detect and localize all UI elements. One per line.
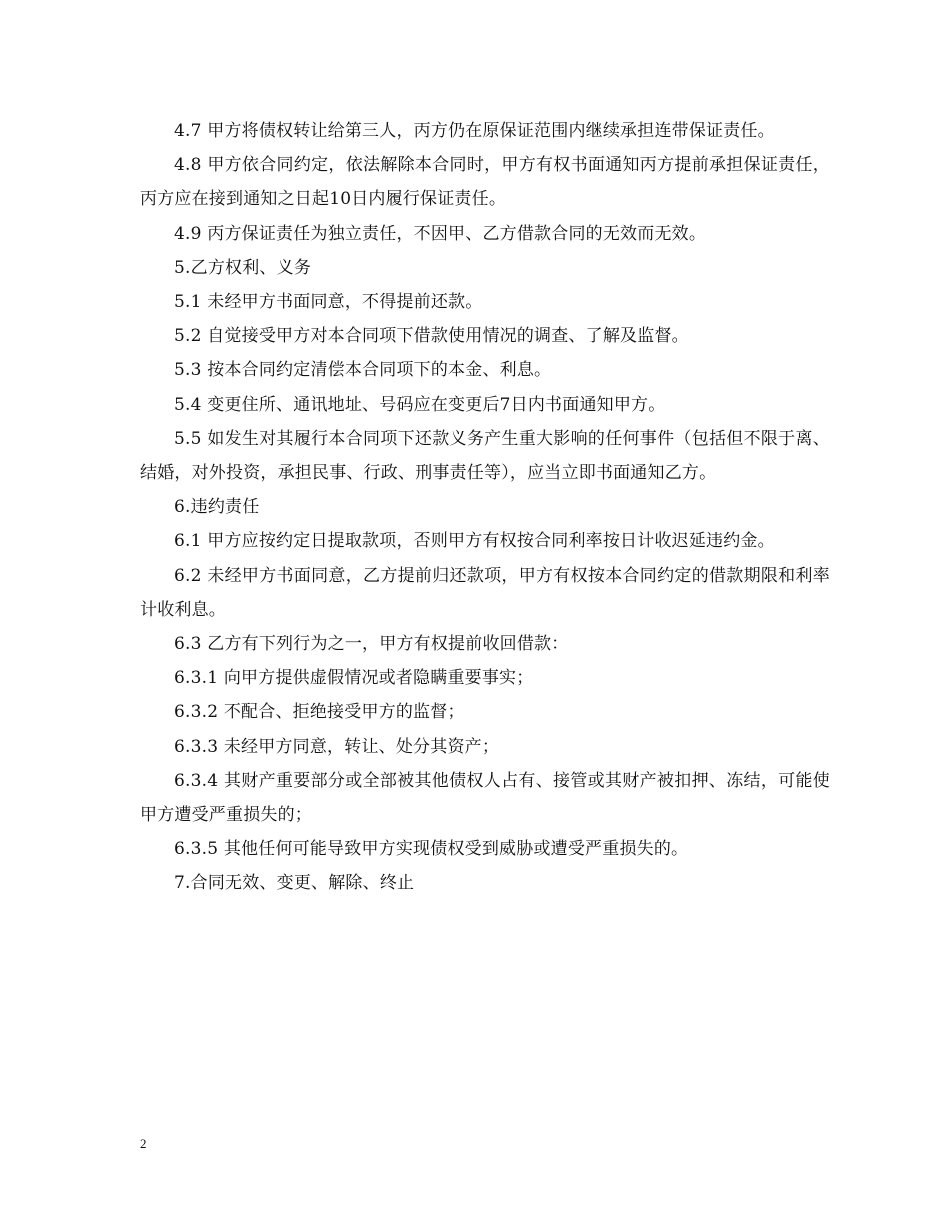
page-number: 2 bbox=[140, 1136, 147, 1151]
section-heading-7: 7.合同无效、变更、解除、终止 bbox=[174, 873, 415, 894]
clause-4-8: 4.8 甲方依合同约定，依法解除本合同时，甲方有权书面通知丙方提前承担保证责任，丙方应在接到通知之日起10日内履行保证责任。 bbox=[140, 155, 830, 210]
clause-6-1: 6.1 甲方应按约定日提取款项，否则甲方有权按合同利率按日计收迟延违约金。 bbox=[174, 531, 775, 552]
clause-6-3-2: 6.3.2 不配合、拒绝接受甲方的监督； bbox=[174, 702, 465, 723]
clause-6-3-1: 6.3.1 向甲方提供虚假情况或者隐瞒重要事实； bbox=[174, 668, 534, 689]
clause-6-3-4: 6.3.4 其财产重要部分或全部被其他债权人占有、接管或其财产被扣押、冻结，可能使甲方遭受严重损失的； bbox=[140, 770, 830, 826]
section-heading-5: 5.乙方权利、义务 bbox=[174, 257, 312, 278]
clause-6-2: 6.2 未经甲方书面同意，乙方提前归还款项，甲方有权按本合同约定的借款期限和利率计收利息。 bbox=[140, 565, 830, 620]
clause-5-2: 5.2 自觉接受甲方对本合同项下借款使用情况的调查、了解及监督。 bbox=[174, 326, 689, 347]
clause-6-3: 6.3 乙方有下列行为之一，甲方有权提前收回借款： bbox=[174, 634, 569, 655]
clause-5-5: 5.5 如发生对其履行本合同项下还款义务产生重大影响的任何事件（包括但不限于离、结婚，对外投资，承担民事、行政、刑事责任等），应当立即书面通知乙方。 bbox=[140, 428, 830, 484]
document-body bbox=[140, 114, 830, 901]
section-heading-6: 6.违约责任 bbox=[174, 497, 260, 518]
clause-5-4: 5.4 变更住所、通讯地址、号码应在变更后7日内书面通知甲方。 bbox=[174, 394, 666, 415]
clause-5-1: 5.1 未经甲方书面同意，不得提前还款。 bbox=[174, 292, 483, 313]
clause-4-7: 4.7 甲方将债权转让给第三人，丙方仍在原保证范围内继续承担连带保证责任。 bbox=[174, 121, 775, 141]
clause-6-3-5: 6.3.5 其他任何可能导致甲方实现债权受到威胁或遭受严重损失的。 bbox=[174, 839, 689, 860]
clause-5-3: 5.3 按本合同约定清偿本合同项下的本金、利息。 bbox=[174, 360, 552, 381]
clause-6-3-3: 6.3.3 未经甲方同意，转让、处分其资产； bbox=[174, 736, 500, 757]
clause-4-9: 4.9 丙方保证责任为独立责任，不因甲、乙方借款合同的无效而无效。 bbox=[174, 223, 707, 244]
